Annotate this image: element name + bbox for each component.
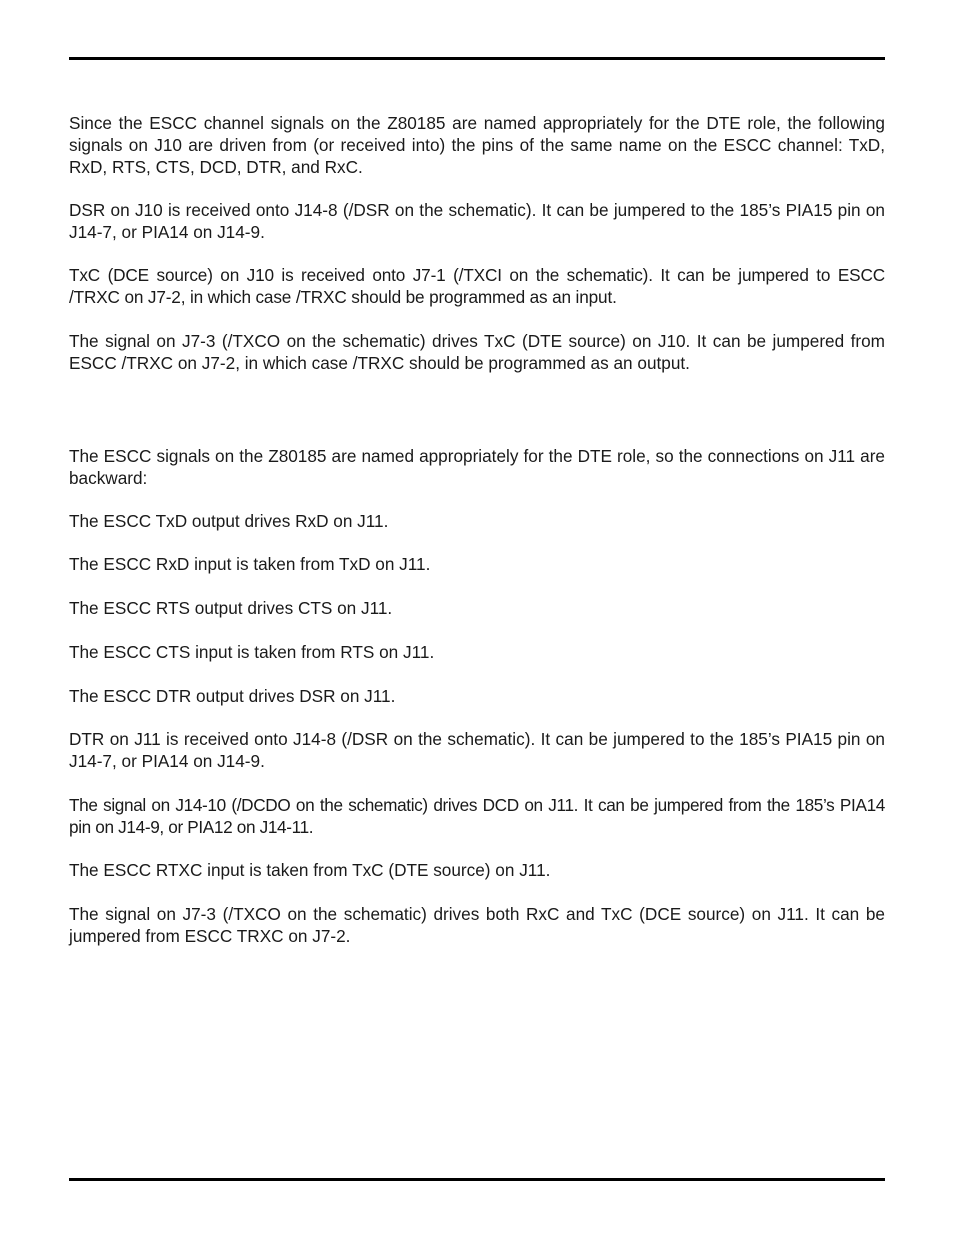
paragraph-j11-cts: The ESCC CTS input is taken from RTS on J11. [69, 642, 435, 662]
paragraph-j11-intro: The ESCC signals on the Z80185 are named appropriately for the DTE role, so the connections on J11 are backward: [69, 446, 885, 488]
paragraph-j11-dtr-jumper: DTR on J11 is received onto J14-8 (/DSR on the schematic). It can be jumpered to the 185’s PIA15 pin on J14-7, or PIA14 on J14-9. [69, 729, 885, 771]
paragraph-j11-txco: The signal on J7-3 (/TXCO on the schematic) drives both RxC and TxC (DCE source) on J11. It can be jumpered from ESCC TRXC on J7-2. [69, 904, 885, 946]
paragraph-j11-rtxc: The ESCC RTXC input is taken from TxC (DTE source) on J11. [69, 860, 551, 880]
footer-rule [69, 1178, 885, 1181]
paragraph-j11-rts: The ESCC RTS output drives CTS on J11. [69, 598, 393, 618]
paragraph-j10-txc-dce: TxC (DCE source) on J10 is received onto J7-1 (/TXCI on the schematic). It can be jumpered to ESCC /TRXC on J7-2, in which case /TRXC should be programmed as an input. [69, 265, 885, 307]
paragraph-j10-dsr: DSR on J10 is received onto J14-8 (/DSR on the schematic). It can be jumpered to the 185’s PIA15 pin on J14-7, or PIA14 on J14-9. [69, 200, 885, 242]
paragraph-j11-rxd: The ESCC RxD input is taken from TxD on J11. [69, 554, 431, 574]
paragraph-j10-signals: Since the ESCC channel signals on the Z80185 are named appropriately for the DTE role, the following signals on J10 are driven from (or received into) the pins of the same name on the ESCC channel: TxD, RxD, RTS, CTS, DCD, DTR, and RxC. [69, 113, 885, 177]
paragraph-j10-txc-dte: The signal on J7-3 (/TXCO on the schematic) drives TxC (DTE source) on J10. It can be jumpered from ESCC /TRXC on J7-2, in which case /TRXC should be programmed as an output. [69, 331, 885, 373]
paragraph-j11-dcd: The signal on J14-10 (/DCDO on the schematic) drives DCD on J11. It can be jumpered from the 185’s PIA14 pin on J14-9, or PIA12 on J14-11. [69, 795, 885, 837]
paragraph-j11-txd: The ESCC TxD output drives RxD on J11. [69, 511, 389, 531]
paragraph-j11-dtr: The ESCC DTR output drives DSR on J11. [69, 686, 396, 706]
header-rule [69, 57, 885, 60]
